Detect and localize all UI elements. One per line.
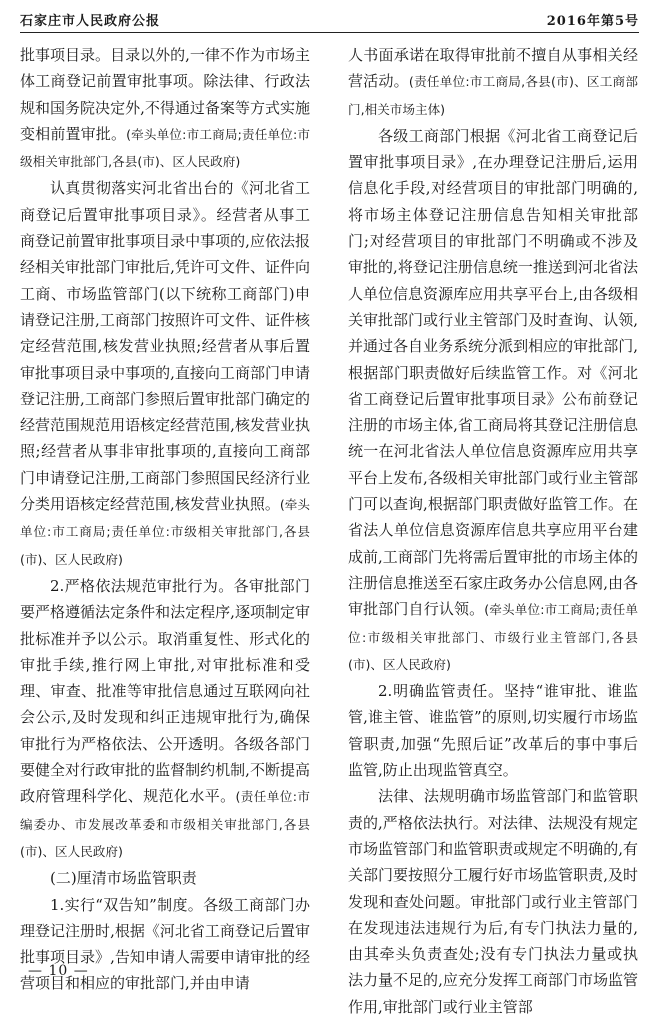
paragraph-text: 认真贯彻落实河北省出台的《河北省工商登记后置审批事项目录》。经营者从事工商登记前置审批事项目录中事项的,应依法报经相关审批部门审批后,凭许可文件、证件向工商、市场监管部门(以下统称工商部门)申请登记注册,工商部门按照许可文件、证件核定经营范围,核发营业执照;经营者从事后置审批事项目录中事项的,直接向工商部门申请登记注册,工商部门参照后置审批部门确定的经营范围规范用语核定经营范围,核发营业执照;经营者从事非审批事项的,直接向工商部门申请登记注册,工商部门参照国民经济行业分类用语核定经营范围,核发营业执照。 bbox=[20, 179, 310, 514]
paragraph-text: 批事项目录。目录以外的,一律不作为市场主体工商登记前置审批事项。除法律、行政法规和国务院决定外,不得通过备案等方式实施变相前置审批。 bbox=[20, 46, 310, 143]
responsibility-note: (责任单位:市工商局,各县(市)、区工商部门,相关市场主体) bbox=[348, 74, 638, 117]
paragraph bbox=[348, 678, 638, 783]
journal-title: 石家庄市人民政府公报 bbox=[20, 13, 161, 29]
paragraph-text: 1.实行“双告知”制度。各级工商部门办理登记注册时,根据《河北省工商登记后置审批事项目录》,告知申请人需要申请审批的经营项目和相应的审批部门,并由申请 bbox=[20, 895, 310, 993]
paragraph bbox=[20, 573, 310, 865]
paragraph-text: 各级工商部门根据《河北省工商登记后置审批事项目录》,在办理登记注册后,运用信息化手段,对经营项目的审批部门明确的,将市场主体登记注册信息告知相关审批部门;对经营项目的审批部门不明确或不涉及审批的,将登记注册信息统一推送到河北省法人单位信息资源库应用共享平台上,由各级相关审批部门或行业主管部门及时查询、认领,并通过各自业务系统分派到相应的审批部门,根据部门职责做好后续监管工作。对《河北省工商登记后置审批事项目录》公布前登记注册的市场主体,省工商局将其登记注册信息统一在河北省法人单位信息资源库应用共享平台上发布,各级相关审批部门或行业主管部门可以查询,根据部门职责做好监管工作。在省法人单位信息资源库信息共享应用平台建成前,工商部门先将需后置审批的市场主体的注册信息推送至石家庄政务办公信息网,由各审批部门自行认领。 bbox=[348, 126, 638, 619]
paragraph bbox=[348, 42, 638, 123]
paragraph-text: (二)厘清市场监管职责 bbox=[50, 869, 197, 888]
responsibility-note: (责任单位:市编委办、市发展改革委和市级相关审批部门,各县(市)、区人民政府) bbox=[20, 789, 310, 859]
page-number: — 10 — bbox=[28, 963, 89, 979]
header-divider bbox=[20, 32, 639, 33]
paragraph bbox=[348, 123, 638, 678]
paragraph-text: 人书面承诺在取得审批前不擅自从事相关经营活动。 bbox=[348, 46, 638, 91]
paragraph-text: 2.严格依法规范审批行为。各审批部门要严格遵循法定条件和法定程序,逐项制定审批标准并予以公示。取消重复性、形式化的审批手续,推行网上审批,对审批标准和受理、审查、批准等审批信息通过互联网向社会公示,及时发现和纠正违规审批行为,确保审批行为严格依法、公开透明。各级各部门要健全对行政审批的监督制约机制,不断提高政府管理科学化、规范化水平。 bbox=[20, 576, 310, 806]
paragraph-text: 2.明确监管责任。坚持“谁审批、谁监管,谁主管、谁监管”的原则,切实履行市场监管职责,加强“先照后证”改革后的事中事后监管,防止出现监管真空。 bbox=[348, 682, 638, 780]
section-heading bbox=[20, 865, 310, 891]
paragraph-text: 法律、法规明确市场监管部门和监管职责的,严格依法执行。对法律、法规没有规定市场监管部门和监管职责或规定不明确的,有关部门要按照分工履行好市场监管职责,及时发现和查处问题。审批部门或行业主管部门在发现违法违规行为后,有专门执法力量的,由其牵头负责查处;没有专门执法力量或执法力量不足的,应充分发挥工商部门市场监管作用,审批部门或行业主管部 bbox=[348, 787, 638, 1016]
paragraph bbox=[20, 42, 310, 175]
responsibility-note: (牵头单位:市工商局;责任单位:市级相关审批部门,各县(市)、区人民政府) bbox=[20, 497, 310, 567]
responsibility-note: (牵头单位:市工商局;责任单位:市级相关审批部门,各县(市)、区人民政府) bbox=[20, 126, 310, 170]
paragraph bbox=[348, 783, 638, 1020]
issue-number: 2016年第5号 bbox=[546, 13, 639, 29]
page-header bbox=[20, 8, 639, 30]
responsibility-note: (牵头单位:市工商局;责任单位:市级相关审批部门、市级行业主管部门,各县(市)、区人民政府) bbox=[348, 602, 638, 672]
paragraph bbox=[20, 175, 310, 572]
paragraph bbox=[20, 892, 310, 997]
left-column bbox=[20, 42, 310, 997]
right-column bbox=[348, 42, 638, 1020]
